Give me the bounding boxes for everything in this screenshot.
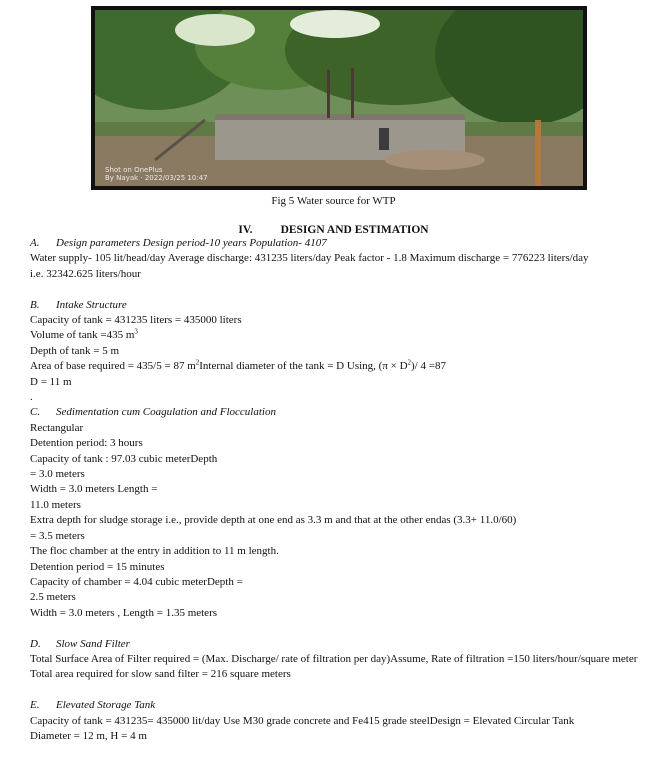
- photo-watermark: Shot on OnePlus By Nayak · 2022/03/25 10:47: [105, 166, 208, 182]
- water-source-illustration: [95, 10, 583, 186]
- section-number: IV.: [238, 224, 253, 236]
- paragraph-line: Diameter = 12 m, H = 4 m: [30, 729, 147, 742]
- paragraph-line: Rectangular: [30, 421, 84, 434]
- body-text: [30, 236, 660, 744]
- paragraph-line: Capacity of tank = 431235 liters = 435000 liters: [30, 314, 242, 327]
- paragraph-line: Width = 3.0 meters Length =: [30, 483, 158, 496]
- paragraph-line: Extra depth for sludge storage i.e., provide depth at one end as 3.3 m and that at the other endas (3.3+ 11.0/60): [30, 514, 517, 527]
- paragraph-line: Width = 3.0 meters , Length = 1.35 meters: [30, 606, 218, 619]
- paragraph-line: D = 11 m: [30, 375, 72, 388]
- paragraph-line: Capacity of chamber = 4.04 cubic meterDepth =: [30, 575, 243, 588]
- paragraph-line: Detention period = 15 minutes: [30, 560, 165, 573]
- section-title: DESIGN AND ESTIMATION: [280, 224, 429, 236]
- paragraph-line: Area of base required = 435/5 = 87 $m^2Internal$ diameter of the tank = D Using, $(\pi \times D^2)/$ 4 =87: [30, 358, 446, 373]
- figure-caption: Fig 5 Water source for WTP: [271, 195, 396, 207]
- subsection-d-heading: D. Slow Sand Filter: [30, 637, 130, 650]
- paragraph-line: Detention period: 3 hours: [30, 437, 143, 450]
- paragraph-line: Total Surface Area of Filter required = (Max. Discharge/ rate of filtration per day)Assume, Rate of filtration =150 liters/hour/square meter: [30, 652, 638, 665]
- figure-photo: [91, 6, 587, 190]
- paragraph-line: The floc chamber at the entry in addition to 11 m length.: [30, 545, 279, 558]
- paragraph-line: = 3.0 meters: [30, 468, 85, 481]
- paragraph-line: 2.5 meters: [30, 591, 76, 604]
- paragraph-line: Total area required for slow sand filter = 216 square meters: [30, 668, 291, 681]
- subsection-c-heading: C. Sedimentation cum Coagulation and Flocculation: [30, 406, 276, 419]
- paragraph-line: Capacity of tank : 97.03 cubic meterDepth: [30, 452, 218, 465]
- subsection-b-heading: B. Intake Structure: [30, 298, 127, 311]
- subsection-e-heading: E. Elevated Storage Tank: [30, 699, 156, 712]
- paragraph-line: Capacity of tank = 431235= 435000 lit/day Use M30 grade concrete and Fe415 grade steelDesign = Elevated Circular Tank: [30, 714, 575, 727]
- subsection-a-heading: A. Design parameters Design period-10 years Population- 4107: [30, 237, 327, 249]
- paragraph-line: 11.0 meters: [30, 498, 81, 511]
- paragraph-line: = 3.5 meters: [30, 529, 85, 542]
- paragraph-line: Depth of tank = 5 m: [30, 344, 119, 357]
- paragraph-line: Volume of tank =435 $m^3$: [30, 327, 138, 342]
- paragraph-line: .: [30, 391, 33, 404]
- paragraph-line: i.e. 32342.625 liters/hour: [30, 267, 141, 280]
- paragraph-line: Water supply- 105 lit/head/day Average discharge: 431235 liters/day Peak factor - 1.8 Maximum discharge = 776223 liters/day: [30, 252, 589, 265]
